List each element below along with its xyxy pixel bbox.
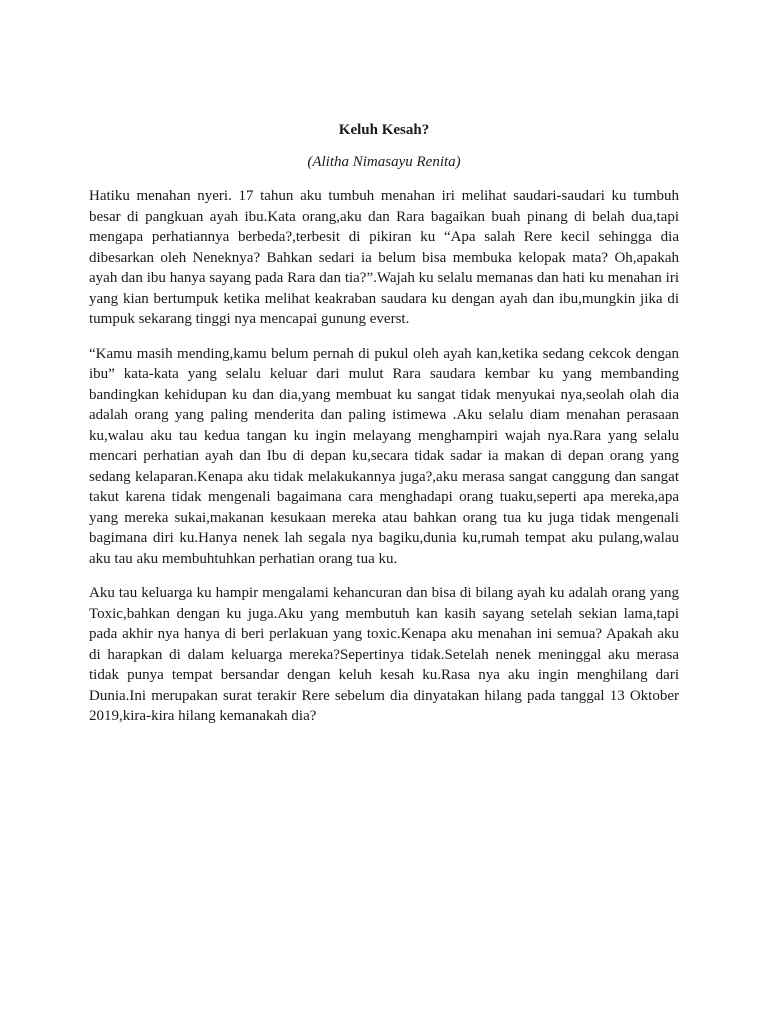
- document-title: Keluh Kesah?: [338, 122, 430, 138]
- body-paragraph: “Kamu masih mending,kamu belum pernah di pukul oleh ayah kan,ketika sedang cekcok dengan ibu” kata-kata yang selalu keluar dari mulut Rara saudara kembar ku yang membanding bandingkan kehidupan ku dan dia,yang membuat ku sangat tidak menyukai nya,seolah olah dia adalah orang yang paling menderita dan paling istimewa .Aku selalu diam menahan perasaan ku,walau aku tau kedua tangan ku ingin melayang menghampiri wajah nya.Rara yang selalu mencari perhatian ayah dan Ibu di depan ku,secara tidak sadar ia makan di depan orang yang sedang kelaparan.Kenapa aku tidak melakukannya juga?,aku merasa sangat canggung dan sangat takut karena tidak mengenali bagaimana cara menghadapi orang tuaku,seperti apa mereka,apa yang mereka sukai,makanan kesukaan mereka atau bahkan orang tua ku juga tidak mengenali bagimana diri ku.Hanya nenek lah segala nya bagiku,dunia ku,rumah tempat aku pulang,walau aku tau aku membuhtuhkan perhatian orang tua ku.: [89, 345, 679, 567]
- body-paragraph: Aku tau keluarga ku hampir mengalami kehancuran dan bisa di bilang ayah ku adalah orang yang Toxic,bahkan dengan ku juga.Aku yang membutuh kan kasih sayang setelah sekian lama,tapi pada akhir nya hanya di beri perlakuan yang toxic.Kenapa aku menahan ini semua? Apakah aku di harapkan di dalam keluarga mereka?Sepertinya tidak.Setelah nenek meninggal aku merasa tidak punya tempat bersandar dengan keluh kesah ku.Rasa nya aku ingin menghilang dari Dunia.Ini merupakan surat terakir Rere sebelum dia dinyatakan hilang pada tanggal 13 Oktober 2019,kira-kira hilang kemanakah dia?: [89, 585, 679, 724]
- document-author: (Alitha Nimasayu Renita): [307, 154, 461, 170]
- body-paragraph: Hatiku menahan nyeri. 17 tahun aku tumbuh menahan iri melihat saudari-saudari ku tumbuh besar di pangkuan ayah ibu.Kata orang,aku dan Rara bagaikan buah pinang di belah dua,tapi mengapa perhatiannya berbeda?,terbesit di pikiran ku “Apa salah Rere kecil sehingga dia dibesarkan oleh Neneknya? Bahkan sedari ia belum bisa membuka kelopak mata? Oh,apakah ayah dan ibu hanya sayang pada Rara dan tia?”.Wajah ku selalu memanas dan hati ku menahan iri yang kian bertumpuk ketika melihat keakraban saudara ku dengan ayah dan ibu,mungkin jika di tumpuk sekarang tinggi nya mencapai gunung everst.: [89, 188, 679, 327]
